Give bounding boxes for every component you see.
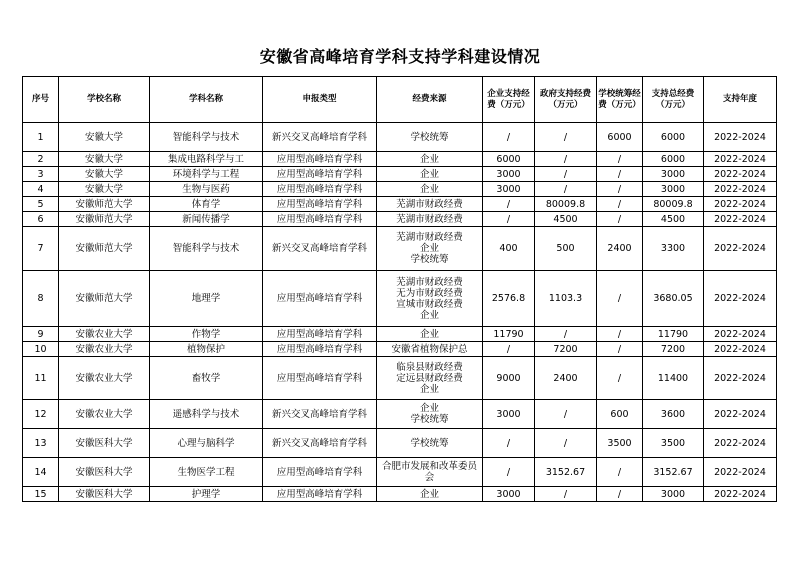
school-fund-cell: / [597,458,643,487]
application-type-cell: 新兴交叉高峰培育学科 [263,227,377,271]
total-fund-cell: 3152.67 [643,458,704,487]
school-name-cell: 安徽大学 [59,123,150,152]
funding-source-line: 芜湖市财政经费 [396,232,463,243]
row-number-cell: 7 [23,227,59,271]
subject-name-cell: 环境科学与工程 [150,167,263,182]
support-year-cell: 2022-2024 [704,429,777,458]
enterprise-fund-cell: / [483,212,535,227]
table-row [23,197,777,212]
school-name-cell: 安徽师范大学 [59,271,150,327]
col-header-total-fund: 支持总经费（万元） [643,77,704,123]
school-fund-cell: / [597,197,643,212]
table-row [23,327,777,342]
support-year-cell: 2022-2024 [704,152,777,167]
subject-name-cell: 新闻传播学 [150,212,263,227]
subject-name-cell: 体育学 [150,197,263,212]
row-number-cell: 6 [23,212,59,227]
government-fund-cell: / [535,327,597,342]
application-type-cell: 应用型高峰培育学科 [263,342,377,357]
funding-source-line: 企业 [419,168,439,180]
funding-source-cell [377,152,483,167]
school-name-cell: 安徽大学 [59,182,150,197]
table-row [23,227,777,271]
col-header-school: 学校名称 [59,77,150,123]
enterprise-fund-cell: 3000 [483,400,535,429]
government-fund-cell: / [535,152,597,167]
row-number-cell: 8 [23,271,59,327]
enterprise-fund-cell: 3000 [483,487,535,502]
total-fund-cell: 6000 [643,152,704,167]
funding-source-cell [377,227,483,271]
funding-source-line: 安徽省植物保护总 [391,343,468,355]
school-fund-cell: 3500 [597,429,643,458]
school-name-cell: 安徽农业大学 [59,357,150,400]
school-fund-cell: 6000 [597,123,643,152]
row-number-cell: 3 [23,167,59,182]
row-number-cell: 2 [23,152,59,167]
col-header-subject: 学科名称 [150,77,263,123]
total-fund-cell: 4500 [643,212,704,227]
school-name-cell: 安徽农业大学 [59,342,150,357]
application-type-cell: 应用型高峰培育学科 [263,458,377,487]
application-type-cell: 应用型高峰培育学科 [263,212,377,227]
funding-source-line: 学校统筹 [410,254,449,265]
government-fund-cell: 500 [535,227,597,271]
application-type-cell: 应用型高峰培育学科 [263,487,377,502]
funding-source-line: 企业 [419,153,439,165]
support-year-cell: 2022-2024 [704,167,777,182]
school-name-cell: 安徽农业大学 [59,400,150,429]
application-type-cell: 新兴交叉高峰培育学科 [263,400,377,429]
school-fund-cell: / [597,167,643,182]
government-fund-cell: 4500 [535,212,597,227]
support-year-cell: 2022-2024 [704,227,777,271]
table-row [23,152,777,167]
funding-source-line: 芜湖市财政经费 [396,213,463,225]
funding-source-line: 学校统筹 [410,414,449,425]
support-year-cell: 2022-2024 [704,212,777,227]
funding-source-cell [377,342,483,357]
total-fund-cell: 3680.05 [643,271,704,327]
support-year-cell: 2022-2024 [704,182,777,197]
government-fund-cell: 80009.8 [535,197,597,212]
subject-name-cell: 遥感科学与技术 [150,400,263,429]
application-type-cell: 应用型高峰培育学科 [263,152,377,167]
government-fund-cell: / [535,123,597,152]
row-number-cell: 13 [23,429,59,458]
support-year-cell: 2022-2024 [704,271,777,327]
subject-name-cell: 集成电路科学与工 [150,152,263,167]
subject-name-cell: 地理学 [150,271,263,327]
application-type-cell: 应用型高峰培育学科 [263,357,377,400]
funding-source-line: 企业 [419,383,439,395]
table-row [23,400,777,429]
funding-source-cell [377,400,483,429]
funding-source-line: 临泉县财政经费 [396,361,463,373]
subject-name-cell: 护理学 [150,487,263,502]
school-fund-cell: / [597,357,643,400]
government-fund-cell: / [535,487,597,502]
col-header-source: 经费来源 [377,77,483,123]
total-fund-cell: 3500 [643,429,704,458]
row-number-cell: 9 [23,327,59,342]
subject-name-cell: 智能科学与技术 [150,123,263,152]
total-fund-cell: 80009.8 [643,197,704,212]
col-header-no: 序号 [23,77,59,123]
support-year-cell: 2022-2024 [704,327,777,342]
application-type-cell: 应用型高峰培育学科 [263,327,377,342]
funding-source-cell [377,327,483,342]
total-fund-cell: 3000 [643,487,704,502]
application-type-cell: 应用型高峰培育学科 [263,197,377,212]
funding-source-line: 企业 [419,309,439,321]
funding-source-line: 企业 [419,328,439,340]
government-fund-cell: / [535,400,597,429]
funding-source-line: 企业 [419,183,439,195]
application-type-cell: 应用型高峰培育学科 [263,271,377,327]
table-row [23,167,777,182]
table-row [23,429,777,458]
funding-source-line: 企业 [419,403,439,414]
subject-name-cell: 智能科学与技术 [150,227,263,271]
government-fund-cell: 1103.3 [535,271,597,327]
row-number-cell: 11 [23,357,59,400]
application-type-cell: 新兴交叉高峰培育学科 [263,123,377,152]
enterprise-fund-cell: 6000 [483,152,535,167]
row-number-cell: 1 [23,123,59,152]
table-row [23,212,777,227]
subject-name-cell: 心理与脑科学 [150,429,263,458]
funding-source-line: 企业 [419,488,439,500]
subject-name-cell: 畜牧学 [150,357,263,400]
table-row [23,458,777,487]
row-number-cell: 15 [23,487,59,502]
total-fund-cell: 3300 [643,227,704,271]
government-fund-cell: / [535,167,597,182]
funding-source-cell [377,429,483,458]
enterprise-fund-cell: 400 [483,227,535,271]
total-fund-cell: 3000 [643,167,704,182]
school-fund-cell: 600 [597,400,643,429]
table-row [23,182,777,197]
total-fund-cell: 7200 [643,342,704,357]
support-year-cell: 2022-2024 [704,487,777,502]
total-fund-cell: 11790 [643,327,704,342]
funding-source-cell [377,182,483,197]
total-fund-cell: 3000 [643,182,704,197]
row-number-cell: 4 [23,182,59,197]
row-number-cell: 10 [23,342,59,357]
school-name-cell: 安徽医科大学 [59,458,150,487]
table-row [23,342,777,357]
row-number-cell: 5 [23,197,59,212]
table-header-row [23,77,777,123]
school-name-cell: 安徽医科大学 [59,487,150,502]
subject-name-cell: 作物学 [150,327,263,342]
school-fund-cell: / [597,152,643,167]
school-fund-cell: / [597,342,643,357]
support-year-cell: 2022-2024 [704,400,777,429]
support-year-cell: 2022-2024 [704,197,777,212]
funding-source-line: 合肥市发展和改革委员会 [381,461,477,483]
col-header-type: 申报类型 [263,77,377,123]
funding-source-cell [377,458,483,487]
government-fund-cell: 2400 [535,357,597,400]
funding-source-cell [377,167,483,182]
col-header-government-fund: 政府支持经费（万元） [535,77,597,123]
school-name-cell: 安徽师范大学 [59,212,150,227]
table-row [23,271,777,327]
col-header-enterprise-fund: 企业支持经费（万元） [483,77,535,123]
enterprise-fund-cell: / [483,458,535,487]
enterprise-fund-cell: 11790 [483,327,535,342]
application-type-cell: 应用型高峰培育学科 [263,167,377,182]
school-name-cell: 安徽农业大学 [59,327,150,342]
col-header-school-fund: 学校统筹经费（万元） [597,77,643,123]
application-type-cell: 新兴交叉高峰培育学科 [263,429,377,458]
table-row [23,123,777,152]
application-type-cell: 应用型高峰培育学科 [263,182,377,197]
government-fund-cell: / [535,182,597,197]
col-header-year: 支持年度 [704,77,777,123]
funding-source-cell [377,123,483,152]
subject-name-cell: 植物保护 [150,342,263,357]
funding-source-cell [377,197,483,212]
school-name-cell: 安徽大学 [59,152,150,167]
support-year-cell: 2022-2024 [704,458,777,487]
funding-source-line: 芜湖市财政经费 [396,276,463,288]
enterprise-fund-cell: 3000 [483,182,535,197]
funding-source-cell [377,271,483,327]
table-body [23,123,777,502]
page-title: 安徽省高峰培育学科支持学科建设情况 [259,47,541,66]
funding-source-cell [377,487,483,502]
government-fund-cell: / [535,429,597,458]
school-fund-cell: / [597,212,643,227]
government-fund-cell: 7200 [535,342,597,357]
subject-name-cell: 生物与医药 [150,182,263,197]
total-fund-cell: 3600 [643,400,704,429]
support-year-cell: 2022-2024 [704,342,777,357]
funding-source-line: 学校统筹 [410,131,449,143]
subject-name-cell: 生物医学工程 [150,458,263,487]
enterprise-fund-cell: 3000 [483,167,535,182]
school-fund-cell: / [597,182,643,197]
support-year-cell: 2022-2024 [704,123,777,152]
school-name-cell: 安徽大学 [59,167,150,182]
school-name-cell: 安徽师范大学 [59,227,150,271]
government-fund-cell: 3152.67 [535,458,597,487]
school-fund-cell: / [597,327,643,342]
funding-source-line: 定远县财政经费 [396,372,463,384]
school-fund-cell: / [597,487,643,502]
school-name-cell: 安徽师范大学 [59,197,150,212]
total-fund-cell: 6000 [643,123,704,152]
enterprise-fund-cell: / [483,197,535,212]
school-fund-cell: 2400 [597,227,643,271]
school-name-cell: 安徽医科大学 [59,429,150,458]
table-row [23,357,777,400]
school-fund-cell: / [597,271,643,327]
funding-source-line: 芜湖市财政经费 [396,198,463,210]
enterprise-fund-cell: / [483,342,535,357]
enterprise-fund-cell: / [483,123,535,152]
row-number-cell: 12 [23,400,59,429]
funding-source-line: 宣城市财政经费 [396,298,463,310]
enterprise-fund-cell: 2576.8 [483,271,535,327]
funding-source-cell [377,212,483,227]
support-year-cell: 2022-2024 [704,357,777,400]
enterprise-fund-cell: 9000 [483,357,535,400]
subject-funding-table [22,76,777,502]
funding-source-line: 学校统筹 [410,437,449,449]
funding-source-line: 无为市财政经费 [396,287,463,299]
total-fund-cell: 11400 [643,357,704,400]
row-number-cell: 14 [23,458,59,487]
table-row [23,487,777,502]
enterprise-fund-cell: / [483,429,535,458]
funding-source-line: 企业 [419,243,439,254]
funding-source-cell [377,357,483,400]
